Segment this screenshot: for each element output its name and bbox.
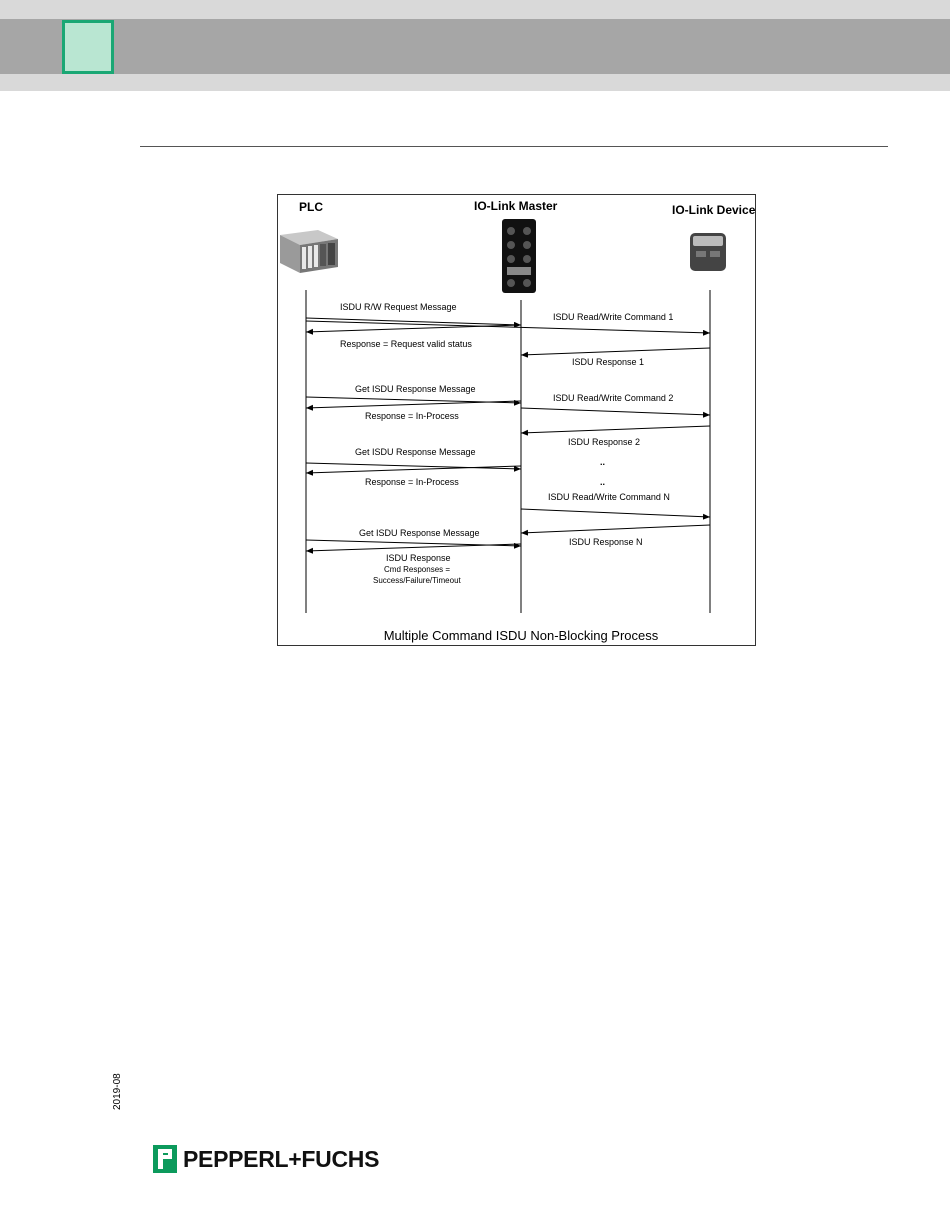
sequence-diagram-canvas — [278, 195, 755, 645]
logo-mark-icon — [153, 1145, 177, 1173]
msg-response-request-valid: Response = Request valid status — [340, 339, 472, 349]
msg-isdu-command-1: ISDU Read/Write Command 1 — [553, 312, 674, 322]
sequence-diagram — [277, 194, 756, 646]
side-date: 2019-08 — [112, 1073, 123, 1110]
header-band — [0, 19, 950, 74]
msg-cmd-responses-values: Success/Failure/Timeout — [373, 576, 461, 585]
logo-text: PEPPERL+FUCHS — [183, 1145, 380, 1172]
msg-get-isdu-response-2: Get ISDU Response Message — [355, 447, 476, 457]
header-band-top — [0, 0, 950, 19]
msg-get-isdu-response-1: Get ISDU Response Message — [355, 384, 476, 394]
msg-get-isdu-response-3: Get ISDU Response Message — [359, 528, 480, 538]
msg-cmd-responses: Cmd Responses = — [384, 565, 451, 574]
plc-image — [280, 230, 338, 273]
diagram-caption: Multiple Command ISDU Non-Blocking Process — [383, 628, 659, 643]
msg-ellipsis-2: .. — [600, 477, 606, 487]
msg-isdu-command-2: ISDU Read/Write Command 2 — [553, 393, 674, 403]
chapter-tab-box — [62, 20, 114, 74]
msg-isdu-command-n: ISDU Read/Write Command N — [548, 492, 670, 502]
msg-isdu-rw-request: ISDU R/W Request Message — [340, 302, 457, 312]
header-rule — [140, 146, 888, 147]
actor-iolink-master: IO-Link Master — [474, 199, 558, 213]
actor-plc: PLC — [299, 200, 323, 214]
msg-isdu-response-2: ISDU Response 2 — [568, 437, 641, 447]
pepperl-fuchs-logo — [153, 1144, 379, 1174]
msg-response-in-process-2: Response = In-Process — [365, 477, 459, 487]
iolink-master-image — [502, 219, 536, 293]
msg-response-in-process-1: Response = In-Process — [365, 411, 459, 421]
msg-isdu-response-1: ISDU Response 1 — [572, 357, 645, 367]
msg-ellipsis-1: .. — [600, 457, 606, 467]
actor-iolink-device: IO-Link Device — [672, 203, 755, 217]
iolink-device-image — [690, 233, 726, 271]
header-band-bottom — [0, 74, 950, 91]
msg-isdu-response-n: ISDU Response N — [569, 537, 643, 547]
msg-isdu-response: ISDU Response — [386, 553, 451, 563]
